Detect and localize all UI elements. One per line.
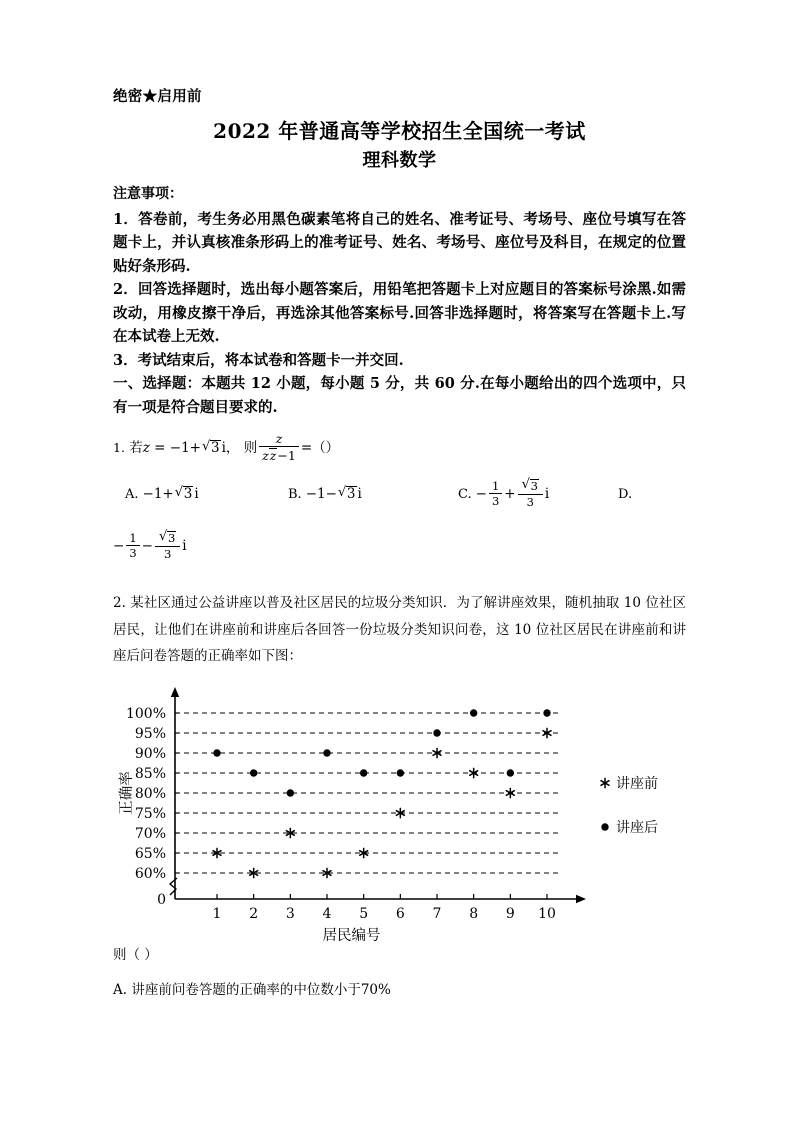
x-tick-label: 7 xyxy=(432,906,442,923)
notice-item-3: 3．考试结束后，将本试卷和答题卡一并交回. xyxy=(113,351,404,369)
question-2-tail xyxy=(113,942,686,1004)
z-conjugate-overline: z xyxy=(269,448,277,464)
x-tick-label: 6 xyxy=(395,906,405,923)
option-c-fraction-2: √ $\frac{3}{3}$ xyxy=(518,479,543,508)
y-tick-label: 80% xyxy=(134,786,166,803)
section-header-multiple-choice: 一、选择题：本题共 12 小题，每小题 5 分，共 60 分.在每小题给出的四个选项中，只有一项是符合题目要求的. xyxy=(113,375,686,416)
y-tick-label: 75% xyxy=(134,806,166,823)
sqrt-icon: √ 3 xyxy=(338,480,357,510)
option-a-label: A. xyxy=(125,487,139,503)
option-d-fraction-1: $\frac{1}{3}$ xyxy=(126,532,139,560)
question-1-equals: = xyxy=(154,440,166,457)
option-b-suffix: i xyxy=(357,486,362,503)
x-tick-label: 1 xyxy=(212,906,222,923)
data-point-after xyxy=(360,769,367,776)
question-2-option-a[interactable]: A. 讲座前问卷答题的正确率的中位数小于70% xyxy=(113,982,391,999)
notice-heading: 注意事项： xyxy=(113,185,183,202)
data-point-after xyxy=(323,749,330,756)
question-2-dot: . xyxy=(121,595,126,612)
y-tick-label: 95% xyxy=(134,726,166,743)
data-point-after xyxy=(397,769,404,776)
security-marking: 绝密★启用前 xyxy=(113,88,202,105)
question-2-prompt: 则（ ） xyxy=(113,947,158,964)
x-tick-label: 10 xyxy=(538,906,556,923)
option-d-label: D. xyxy=(618,487,633,503)
option-c-sign: − xyxy=(475,486,487,503)
x-axis-arrow-icon xyxy=(576,895,586,903)
option-d-sign: − xyxy=(113,538,125,555)
y-tick-label: 100% xyxy=(125,706,166,723)
option-d[interactable] xyxy=(618,480,636,510)
legend-marker-before xyxy=(601,779,609,788)
x-tick-label: 8 xyxy=(469,906,479,923)
question-1-comma: ， xyxy=(225,440,240,457)
data-point-after xyxy=(213,749,220,756)
y-axis-arrow-icon xyxy=(171,687,179,697)
notice-item-2: 2．回答选择题时，选出每小题答案后，用铅笔把答题卡上对应题目的答案标号涂黑.如需改动，用橡皮擦干净后，再选涂其他答案标号.回答非选择题时，将答案写在答题卡上.写在本试卷上无效. xyxy=(113,281,686,346)
x-tick-label: 9 xyxy=(505,906,515,923)
page-content xyxy=(113,88,686,1012)
question-1-variable-z: z xyxy=(142,440,150,457)
chart-svg xyxy=(113,677,686,942)
legend-marker-after xyxy=(601,823,608,830)
option-c[interactable] xyxy=(458,480,549,510)
option-b-text: −1− xyxy=(305,486,337,503)
option-a-text: −1+ xyxy=(142,486,174,503)
accuracy-rate-scatter-chart xyxy=(113,677,686,942)
option-c-operator: + xyxy=(504,486,516,503)
notice-item-1: 1．答卷前，考生务必用黑色碳素笔将自己的姓名、准考证号、考场号、座位号填写在答题卡上，并认真核准条形码上的准考证号、姓名、考场号、座位号及科目，在规定的位置贴好条形码. xyxy=(113,210,686,275)
legend-label: 讲座后 xyxy=(616,820,658,837)
question-2-number: 2 xyxy=(113,595,122,612)
y-tick-label: 60% xyxy=(134,866,166,883)
option-b[interactable] xyxy=(288,480,362,510)
question-1-number: 1 xyxy=(113,440,121,456)
page-subtitle: 理科数学 xyxy=(362,149,437,171)
question-1-options xyxy=(113,480,686,576)
data-point-after xyxy=(287,789,294,796)
question-2-body: 某社区通过公益讲座以普及社区居民的垃圾分类知识．为了解讲座效果，随机抽取 10 位社区居民，让他们在讲座前和讲座后各回答一份垃圾分类知识问卷，这 10 位社区居民在讲座前和讲座后问卷答题的正确率如下图： xyxy=(113,595,687,664)
x-tick-label: 4 xyxy=(322,906,332,923)
question-1-then: 则 xyxy=(243,440,258,457)
x-tick-label: 5 xyxy=(359,906,369,923)
question-1-imag-unit: i xyxy=(221,440,226,457)
y-tick-label: 70% xyxy=(134,826,166,843)
data-point-after xyxy=(507,769,514,776)
option-c-suffix: i xyxy=(544,486,550,503)
data-point-after xyxy=(433,729,440,736)
y-tick-label: 85% xyxy=(134,766,166,783)
x-axis-label: 居民编号 xyxy=(322,928,381,943)
option-d-suffix: i xyxy=(182,538,187,555)
sqrt-icon: √ 3 xyxy=(155,531,180,547)
legend-label: 讲座前 xyxy=(616,776,658,793)
question-1-paren-close: ） xyxy=(325,440,340,457)
option-d-value[interactable] xyxy=(113,532,187,562)
sqrt-icon: √ 3 xyxy=(518,479,543,495)
question-1-frac-numerator: z xyxy=(259,432,299,448)
option-d-operator: − xyxy=(141,538,153,555)
data-point-after xyxy=(543,709,550,716)
y-tick-label: 65% xyxy=(134,846,166,863)
y-axis-label: 正确率 xyxy=(119,771,135,815)
option-a[interactable] xyxy=(125,480,199,510)
option-c-fraction-1: $\frac{1}{3}$ xyxy=(489,480,502,508)
question-1-stem-prefix: 若 xyxy=(129,440,143,457)
y-tick-label: 90% xyxy=(134,746,166,763)
question-1-sqrt-value: 3 xyxy=(210,440,220,457)
question-1-equals-2: =（ xyxy=(300,440,326,457)
question-1-frac-denominator: zz−1 xyxy=(262,448,296,464)
sqrt-icon xyxy=(202,436,221,461)
sqrt-icon: √ 3 xyxy=(175,480,194,510)
option-d-fraction-2: √ $\frac{3}{3}$ xyxy=(155,531,180,560)
question-1 xyxy=(113,430,686,464)
x-tick-label: 2 xyxy=(249,906,259,923)
y-tick-label: 0 xyxy=(157,892,166,909)
data-point-after xyxy=(470,709,477,716)
option-b-label: B. xyxy=(288,487,302,503)
data-point-before xyxy=(506,789,514,798)
option-a-suffix: i xyxy=(194,486,199,503)
question-2 xyxy=(113,590,686,669)
question-1-fraction xyxy=(259,432,299,463)
x-tick-label: 3 xyxy=(285,906,295,923)
axis-break-icon xyxy=(170,878,177,895)
option-c-label: C. xyxy=(458,487,472,503)
page-title: 2022 年普通高等学校招生全国统一考试 xyxy=(213,118,586,143)
data-point-after xyxy=(250,769,257,776)
question-1-dot: . xyxy=(120,440,125,456)
question-1-value-left: −1+ xyxy=(169,440,201,457)
